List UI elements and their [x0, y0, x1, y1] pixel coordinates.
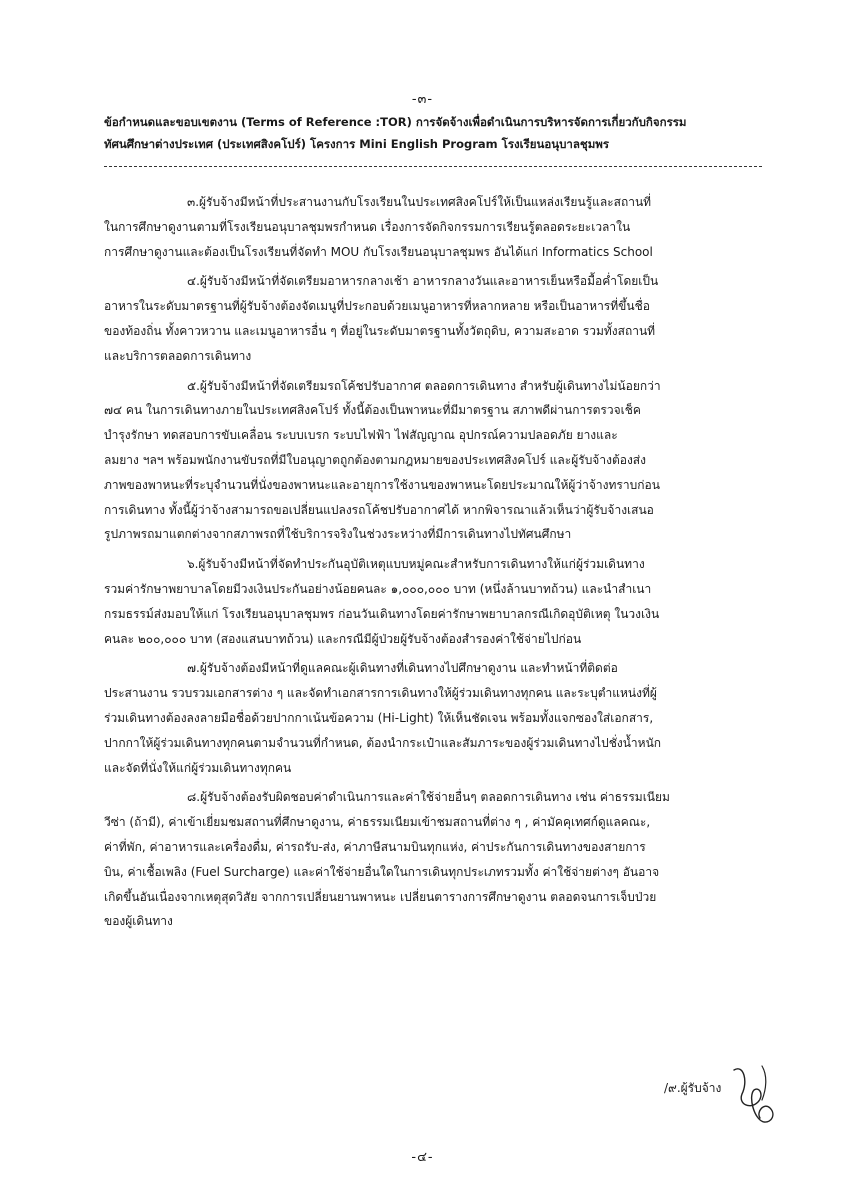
clause-6: [104, 552, 766, 651]
text-line: กรมธรรม์ส่งมอบให้แก่ โรงเรียนอนุบาลชุมพร ก่อนวันเดินทางโดยค่ารักษาพยาบาลกรณีเกิดอุบัติเหตุ ในวงเงิน: [104, 606, 660, 621]
text-line: อาหารในระดับมาตรฐานที่ผู้รับจ้างต้องจัดเมนูที่ประกอบด้วยเมนูอาหารที่หลากหลาย หรือเป็นอาหารที่ขึ้นชื่อ: [104, 299, 650, 314]
text-line: ของท้องถิ่น ทั้งคาวหวาน และเมนูอาหารอื่น ๆ ที่อยู่ในระดับมาตรฐานทั้งวัตถุดิบ, ความสะอาด รวมทั้งสถานที่: [104, 323, 656, 338]
header-line-2: ทัศนศึกษาต่างประเทศ (ประเทศสิงคโปร์) โครงการ Mini English Program โรงเรียนอนุบาลชุมพร: [104, 137, 610, 151]
clause-4: [104, 269, 766, 368]
text-line: ปากกาให้ผู้ร่วมเดินทางทุกคนตามจำนวนที่กำหนด, ต้องนำกระเป๋าและสัมภาระของผู้ร่วมเดินทางไปชั่งน้ำหนัก: [104, 735, 662, 750]
text-line: ๘.ผู้รับจ้างต้องรับผิดชอบค่าดำเนินการและค่าใช้จ่ายอื่นๆ ตลอดการเดินทาง เช่น ค่าธรรมเนียม: [187, 790, 670, 805]
text-line: ๓.ผู้รับจ้างมีหน้าที่ประสานงานกับโรงเรียนในประเทศสิงคโปร์ให้เป็นแหล่งเรียนรู้และสถานที่: [187, 195, 652, 209]
text-line: ค่าที่พัก, ค่าอาหารและเครื่องดื่ม, ค่ารถรับ-ส่ง, ค่าภาษีสนามบินทุกแห่ง, ค่าประกันการเดินทางของสายการ: [104, 839, 646, 854]
document-header: [104, 111, 764, 155]
text-line: ๕.ผู้รับจ้างมีหน้าที่จัดเตรียมรถโค้ชปรับอากาศ ตลอดการเดินทาง สำหรับผู้เดินทางไม่น้อยกว่า: [187, 378, 661, 393]
document-body: [104, 190, 766, 939]
text-line: บิน, ค่าเชื้อเพลิง (Fuel Surcharge) และค่าใช้จ่ายอื่นใดในการเดินทุกประเภทรวมทั้ง ค่าใช้จ่ายต่างๆ อันอาจ: [104, 864, 660, 879]
clause-7: [104, 656, 766, 780]
text-line: คนละ ๒๐๐,๐๐๐ บาท (สองแสนบาทถ้วน) และกรณีมีผู้ป่วยผู้รับจ้างต้องสำรองค่าใช้จ่ายไปก่อน: [104, 631, 582, 646]
text-line: วีซ่า (ถ้ามี), ค่าเข้าเยี่ยมชมสถานที่ศึกษาดูงาน, ค่าธรรมเนียมเข้าชมสถานที่ต่าง ๆ , ค่ามัคคุเทศก์ดูแลคณะ,: [104, 815, 651, 830]
text-line: และบริการตลอดการเดินทาง: [104, 348, 252, 363]
clause-5: [104, 374, 766, 548]
text-line: ๔.ผู้รับจ้างมีหน้าที่จัดเตรียมอาหารกลางเช้า อาหารกลางวันและอาหารเย็นหรือมื้อค่ำโดยเป็น: [187, 274, 659, 289]
text-line: ๗.ผู้รับจ้างต้องมีหน้าที่ดูแลคณะผู้เดินทางที่เดินทางไปศึกษาดูงาน และทำหน้าที่ติดต่อ: [187, 661, 618, 676]
text-line: เกิดขึ้นอันเนื่องจากเหตุสุดวิสัย จากการเปลี่ยนยานพาหนะ เปลี่ยนตารางการศึกษาดูงาน ตลอดจนการเจ็บป่วย: [104, 889, 657, 904]
page-number-bottom: -๔-: [411, 1150, 434, 1165]
clause-3: [104, 190, 766, 264]
handwritten-signature: [724, 1060, 784, 1130]
text-line: ของผู้เดินทาง: [104, 914, 173, 929]
page-number-top: -๓-: [411, 92, 434, 107]
text-line: ๖.ผู้รับจ้างมีหน้าที่จัดทำประกันอุบัติเหตุแบบหมู่คณะสำหรับการเดินทางให้แก่ผู้ร่วมเดินทาง: [187, 557, 645, 572]
text-line: ประสานงาน รวบรวมเอกสารต่าง ๆ และจัดทำเอกสารการเดินทางให้ผู้ร่วมเดินทางทุกคน และระบุตำแหน่งที่ผู้: [104, 686, 657, 701]
text-line: การศึกษาดูงานและต้องเป็นโรงเรียนที่จัดทำ MOU กับโรงเรียนอนุบาลชุมพร อันได้แก่ Informatics School: [104, 244, 653, 259]
text-line: และจัดที่นั่งให้แก่ผู้ร่วมเดินทางทุกคน: [104, 760, 292, 775]
text-line: รวมค่ารักษาพยาบาลโดยมีวงเงินประกันอย่างน้อยคนละ ๑,๐๐๐,๐๐๐ บาท (หนึ่งล้านบาทถ้วน) และนำสำเนา: [104, 581, 652, 596]
text-line: ลมยาง ฯลฯ พร้อมพนักงานขับรถที่มีใบอนุญาตถูกต้องตามกฎหมายของประเทศสิงคโปร์ และผู้รับจ้างต้องส่ง: [104, 452, 646, 467]
text-line: ๗๔ คน ในการเดินทางภายในประเทศสิงคโปร์ ทั้งนี้ต้องเป็นพาหนะที่มีมาตรฐาน สภาพดีผ่านการตรวจเช็ค: [104, 403, 641, 418]
continuation-area: [664, 1060, 804, 1130]
text-line: ภาพของพาหนะที่ระบุจำนวนที่นั่งของพาหนะและอายุการใช้งานของพาหนะโดยประมาณให้ผู้ว่าจ้างทราบก่อน: [104, 477, 660, 492]
header-line-1: ข้อกำหนดและขอบเขตงาน (Terms of Reference :TOR) การจัดจ้างเพื่อดำเนินการบริหารจัดการเกี่ยวกับกิจกรรม: [104, 115, 687, 129]
text-line: ในการศึกษาดูงานตามที่โรงเรียนอนุบาลชุมพรกำหนด เรื่องการจัดกิจกรรมการเรียนรู้ตลอดระยะเวลาใน: [104, 219, 631, 234]
text-line: ร่วมเดินทางต้องลงลายมือชื่อด้วยปากกาเน้นข้อความ (Hi-Light) ให้เห็นชัดเจน พร้อมทั้งแจกซองใส่เอกสาร,: [104, 710, 654, 725]
dashed-divider: [104, 166, 762, 167]
clause-8: [104, 785, 766, 934]
text-line: บำรุงรักษา ทดสอบการขับเคลื่อน ระบบเบรก ระบบไฟฟ้า ไฟสัญญาณ อุปกรณ์ความปลอดภัย ยางและ: [104, 428, 618, 443]
text-line: รูปภาพรถมาแตกต่างจากสภาพรถที่ใช้บริการจริงในช่วงระหว่างที่มีการเดินทางไปทัศนศึกษา: [104, 527, 572, 542]
text-line: การเดินทาง ทั้งนี้ผู้ว่าจ้างสามารถขอเปลี่ยนแปลงรถโค้ชปรับอากาศได้ หากพิจารณาแล้วเห็นว่าผู้รับจ้างเสนอ: [104, 502, 654, 517]
continuation-marker: /๙.ผู้รับจ้าง: [664, 1081, 722, 1095]
